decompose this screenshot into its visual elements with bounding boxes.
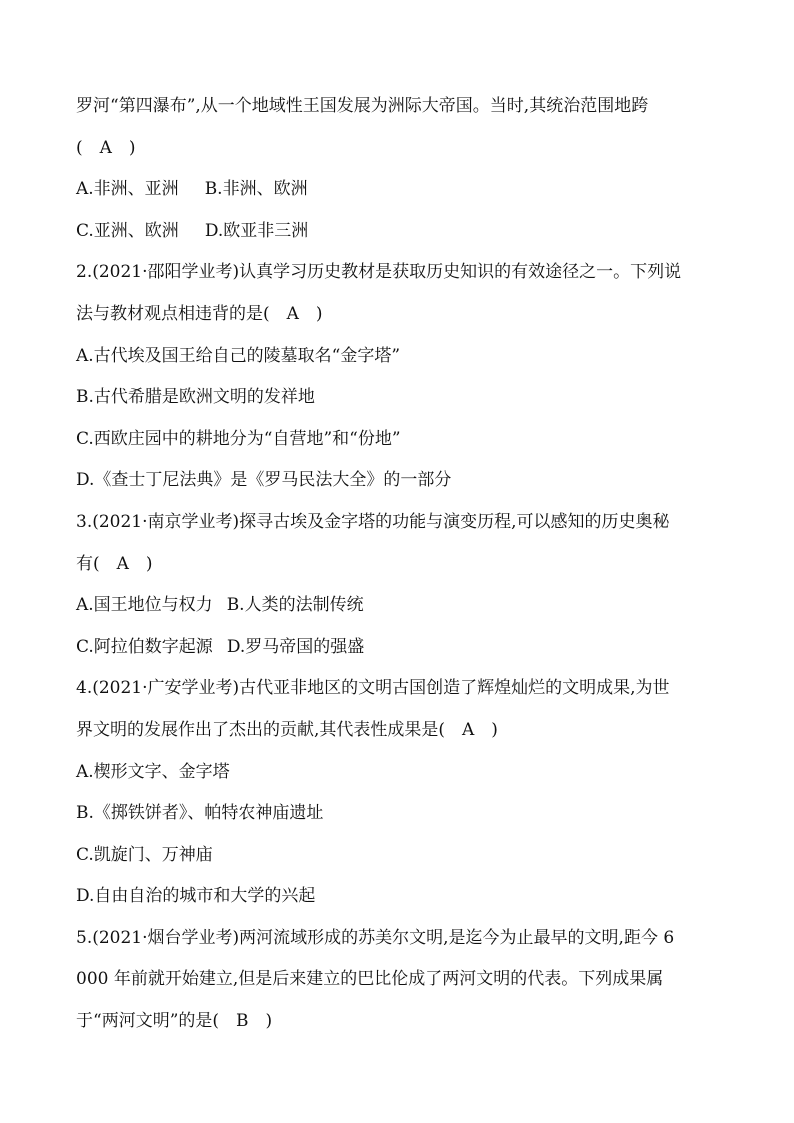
q2-option-d: D.《查士丁尼法典》是《罗马民法大全》的一部分 bbox=[76, 470, 452, 491]
q4-option-a: A.楔形文字、金字塔 bbox=[76, 761, 230, 782]
document-page bbox=[76, 96, 726, 1053]
q5-stem-line-3: 于“两河文明”的是( B ) bbox=[76, 1011, 273, 1032]
q2-option-a: A.古代埃及国王给自己的陵墓取名“金字塔” bbox=[76, 345, 401, 366]
q2-stem-line-2: 法与教材观点相违背的是( A ) bbox=[76, 303, 323, 324]
q2-option-c: C.西欧庄园中的耕地分为“自营地”和“份地” bbox=[76, 428, 401, 449]
q4-stem-line-2: 界文明的发展作出了杰出的贡献,其代表性成果是( A ) bbox=[76, 719, 498, 740]
q3-option-c: C.阿拉伯数字起源 bbox=[76, 636, 213, 657]
q3-stem-line-1: 3.(2021·南京学业考)探寻古埃及金字塔的功能与演变历程,可以感知的历史奥秘 bbox=[76, 511, 670, 532]
q1-options-row-1 bbox=[76, 179, 726, 199]
q1-option-c: C.亚洲、欧洲 bbox=[76, 220, 179, 241]
q4-option-b: B.《掷铁饼者》、帕特农神庙遗址 bbox=[76, 803, 324, 824]
q1-stem-line-1: 罗河“第四瀑布”,从一个地域性王国发展为洲际大帝国。当时,其统治范围地跨 bbox=[76, 96, 649, 116]
q3-option-d: D.罗马帝国的强盛 bbox=[226, 636, 365, 657]
q3-stem-line-2: 有( A ) bbox=[76, 553, 153, 574]
q3-options-row-1 bbox=[76, 595, 726, 615]
q1-answer: ( A ) bbox=[76, 137, 136, 158]
q1-options-row-2 bbox=[76, 221, 726, 241]
q2-option-b: B.古代希腊是欧洲文明的发祥地 bbox=[76, 387, 315, 408]
q2-stem-line-1: 2.(2021·邵阳学业考)认真学习历史教材是获取历史知识的有效途径之一。下列说 bbox=[76, 262, 682, 283]
q4-option-d: D.自由自治的城市和大学的兴起 bbox=[76, 886, 316, 907]
q4-option-c: C.凯旋门、万神庙 bbox=[76, 844, 213, 865]
q3-option-b: B.人类的法制传统 bbox=[226, 595, 364, 616]
q1-option-a: A.非洲、亚洲 bbox=[76, 179, 179, 200]
q1-option-d: D.欧亚非三洲 bbox=[204, 220, 309, 241]
q5-stem-line-2: 000 年前就开始建立,但是后来建立的巴比伦成了两河文明的代表。下列成果属 bbox=[76, 969, 664, 990]
q3-options-row-2 bbox=[76, 637, 726, 657]
q1-option-b: B.非洲、欧洲 bbox=[204, 179, 308, 200]
q3-option-a: A.国王地位与权力 bbox=[76, 595, 213, 616]
q4-stem-line-1: 4.(2021·广安学业考)古代亚非地区的文明古国创造了辉煌灿烂的文明成果,为世 bbox=[76, 678, 670, 699]
q5-stem-line-1: 5.(2021·烟台学业考)两河流域形成的苏美尔文明,是迄今为止最早的文明,距今 6 bbox=[76, 927, 675, 948]
